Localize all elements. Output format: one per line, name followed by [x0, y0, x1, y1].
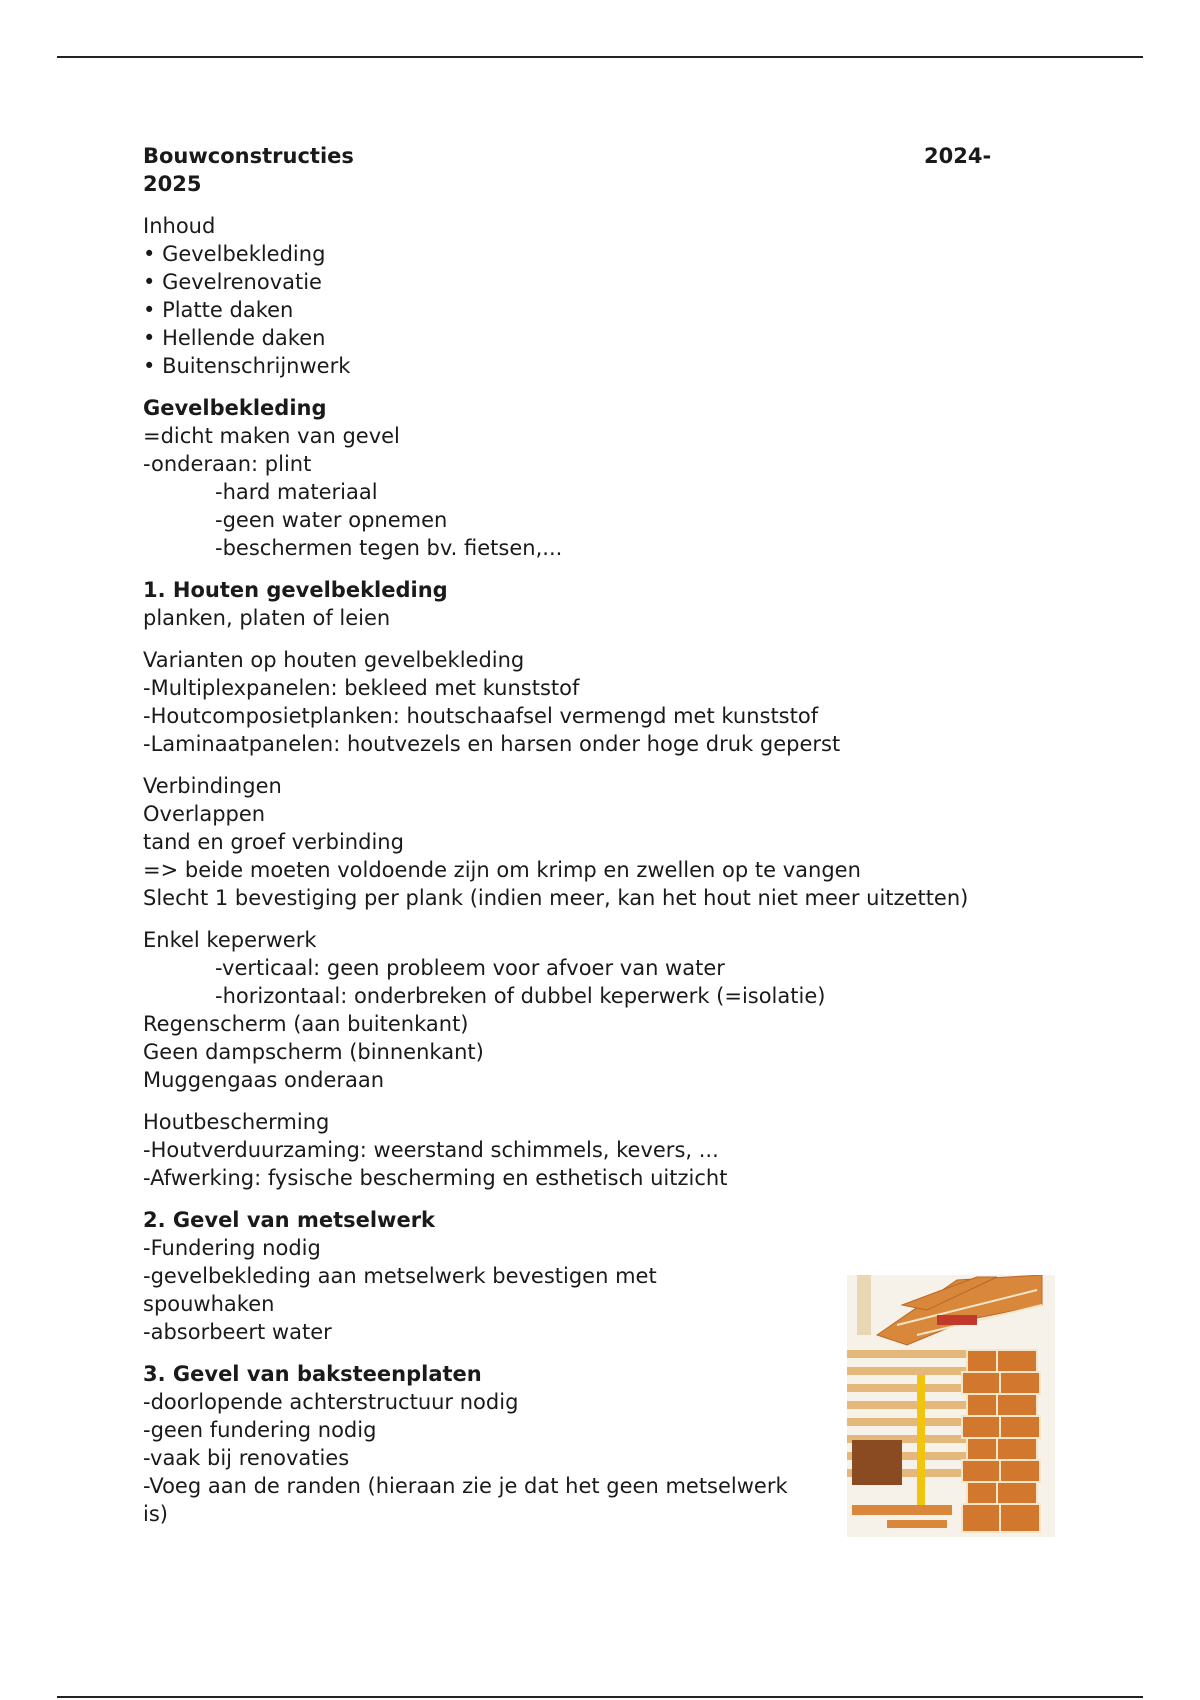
text-line: Houtbescherming: [143, 1110, 330, 1134]
text-line: Enkel keperwerk: [143, 928, 317, 952]
text-line: tand en groef verbinding: [143, 830, 404, 854]
bottom-rule: [57, 1696, 1143, 1698]
section-heading: 2. Gevel van metselwerk: [143, 1208, 436, 1232]
toc-heading: Inhoud: [143, 214, 216, 238]
brick-cladding-photo: [847, 1275, 1055, 1537]
text-line: Geen dampscherm (binnenkant): [143, 1040, 484, 1064]
text-line: is): [143, 1502, 168, 1526]
toc-item: • Gevelrenovatie: [143, 268, 1063, 296]
section-heading: 3. Gevel van baksteenplaten: [143, 1362, 482, 1386]
sub-line: -geen water opnemen: [215, 508, 448, 532]
text-line: -Houtcomposietplanken: houtschaafsel vermengd met kunststof: [143, 704, 819, 728]
text-line: -Fundering nodig: [143, 1236, 321, 1260]
connections-block: [143, 772, 1063, 912]
houtbescherming-block: [143, 1108, 1063, 1192]
document-title: [143, 142, 1063, 170]
text-line: -Multiplexpanelen: bekleed met kunststof: [143, 676, 580, 700]
text-line: -Laminaatpanelen: houtvezels en harsen onder hoge druk geperst: [143, 732, 841, 756]
title-left: Bouwconstructies: [143, 144, 354, 168]
text-line: -onderaan: plint: [143, 452, 312, 476]
text-line: -Voeg aan de randen (hieraan zie je dat het geen metselwerk: [143, 1474, 788, 1498]
title-year-continued: 2025: [143, 172, 202, 196]
table-of-contents: [143, 212, 1063, 380]
section-gevelbekleding: [143, 394, 1063, 562]
text-line: -Houtverduurzaming: weerstand schimmels, kevers, ...: [143, 1138, 719, 1162]
text-line: spouwhaken: [143, 1292, 275, 1316]
top-rule: [57, 56, 1143, 58]
section-houten-gevelbekleding: [143, 576, 1063, 632]
sub-line: -horizontaal: onderbreken of dubbel keperwerk (=isolatie): [215, 984, 826, 1008]
toc-item: • Platte daken: [143, 296, 1063, 324]
text-line: Muggengaas onderaan: [143, 1068, 385, 1092]
text-line: -absorbeert water: [143, 1320, 332, 1344]
toc-item: • Hellende daken: [143, 324, 1063, 352]
sub-line: -verticaal: geen probleem voor afvoer van water: [215, 956, 725, 980]
text-line: => beide moeten voldoende zijn om krimp en zwellen op te vangen: [143, 858, 861, 882]
text-line: Regenscherm (aan buitenkant): [143, 1012, 469, 1036]
text-line: =dicht maken van gevel: [143, 424, 400, 448]
section-heading: 1. Houten gevelbekleding: [143, 578, 448, 602]
sub-line: -hard materiaal: [215, 480, 378, 504]
text-line: Slecht 1 bevestiging per plank (indien meer, kan het hout niet meer uitzetten): [143, 886, 969, 910]
variants-block: [143, 646, 1063, 758]
text-line: -geen fundering nodig: [143, 1418, 377, 1442]
text-line: Varianten op houten gevelbekleding: [143, 648, 525, 672]
title-year: 2024-: [924, 144, 992, 168]
text-line: -gevelbekleding aan metselwerk bevestigen met: [143, 1264, 657, 1288]
toc-item: • Gevelbekleding: [143, 240, 1063, 268]
sub-line: -beschermen tegen bv. fietsen,...: [215, 536, 563, 560]
section-heading: Gevelbekleding: [143, 396, 327, 420]
keperwerk-block: [143, 926, 1063, 1094]
text-line: -doorlopende achterstructuur nodig: [143, 1390, 519, 1414]
text-line: planken, platen of leien: [143, 606, 391, 630]
text-line: -vaak bij renovaties: [143, 1446, 350, 1470]
text-line: Overlappen: [143, 802, 266, 826]
text-line: -Afwerking: fysische bescherming en esthetisch uitzicht: [143, 1166, 728, 1190]
toc-item: • Buitenschrijnwerk: [143, 352, 1063, 380]
brick-cladding-illustration: [847, 1275, 1055, 1537]
text-line: Verbindingen: [143, 774, 282, 798]
